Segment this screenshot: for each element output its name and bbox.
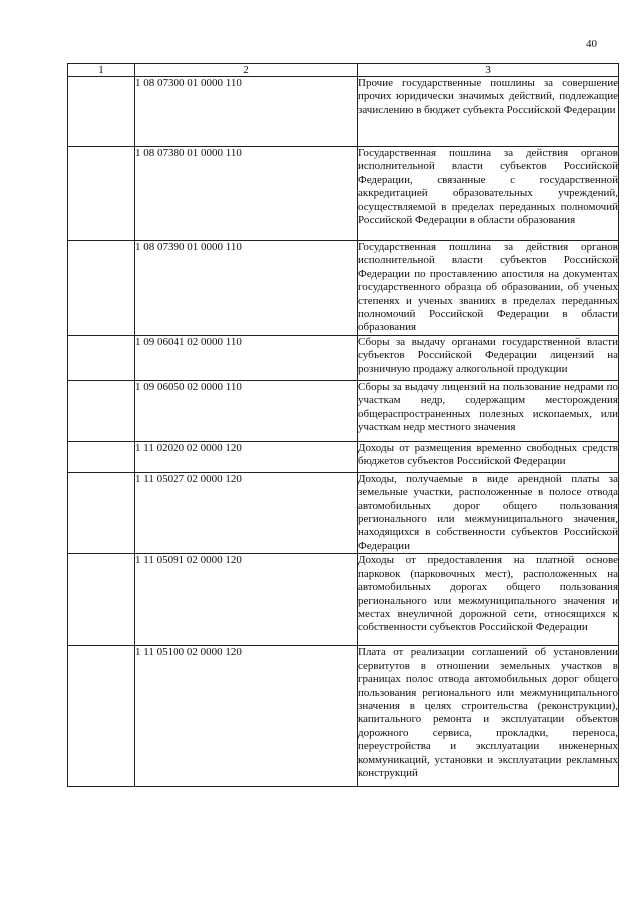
column-header-1: 1 [68, 64, 135, 77]
column-header-2: 2 [135, 64, 358, 77]
row-col1-cell [68, 335, 135, 380]
row-col1-cell [68, 77, 135, 147]
table-row [68, 335, 619, 380]
revenue-description-cell: Доходы, получаемые в виде арендной платы за земельные участки, расположенные в полосе отвода автомобильных дорог общего пользования регионального или межмуниципального значения, находящихся в собственности субъектов Российской Федерации [358, 472, 618, 552]
row-col1-cell [68, 554, 135, 646]
revenue-code-cell: 1 11 05027 02 0000 120 [135, 472, 358, 553]
row-col1-cell [68, 441, 135, 472]
revenue-description-cell: Плата от реализации соглашений об установлении сервитутов в отношении земельных участков в границах полос отвода автомобильных дорог общего пользования регионального или межмуниципального значения в целях строительства (реконструкции), капитального ремонта и эксплуатации объектов дорожного сервиса, прокладки, переноса, переустройства и эксплуатации инженерных коммуникаций, установки и эксплуатации рекламных конструкций [358, 646, 619, 787]
table-row [68, 646, 619, 787]
table-row [68, 380, 619, 441]
column-header-3: 3 [358, 64, 619, 77]
revenue-description-cell: Сборы за выдачу органами государственной власти субъектов Российской Федерации лицензий на розничную продажу алкогольной продукции [358, 335, 619, 380]
revenue-code-cell: 1 11 05091 02 0000 120 [135, 554, 358, 646]
revenue-code-cell: 1 08 07390 01 0000 110 [135, 241, 358, 336]
table-row [68, 472, 619, 553]
header-row [68, 64, 619, 77]
table-row [68, 147, 619, 241]
revenue-code-cell: 1 08 07380 01 0000 110 [135, 147, 358, 241]
revenue-description-cell: Государственная пошлина за действия органов исполнительной власти субъектов Российской Федерации, связанные с государственной аккредитацией образовательных учреждений, осуществляемой в пределах переданных полномочий Российской Федерации в области образования [358, 147, 619, 241]
row-col1-cell [68, 241, 135, 336]
revenue-code-cell: 1 11 05100 02 0000 120 [135, 646, 358, 787]
row-col1-cell [68, 472, 135, 553]
table-header [68, 64, 619, 77]
revenue-description-cell: Сборы за выдачу лицензий на пользование недрами по участкам недр, содержащим месторождения общераспространенных полезных ископаемых, или участкам недр местного значения [358, 380, 619, 441]
row-col1-cell [68, 646, 135, 787]
table-row [68, 241, 619, 336]
revenue-code-cell: 1 08 07300 01 0000 110 [135, 77, 358, 147]
revenue-code-cell: 1 11 02020 02 0000 120 [135, 441, 358, 472]
table-row [68, 554, 619, 646]
revenue-description-cell: Доходы от размещения временно свободных средств бюджетов субъектов Российской Федерации [358, 441, 619, 472]
row-col1-cell [68, 147, 135, 241]
page-number: 40 [586, 38, 597, 50]
revenue-code-cell: 1 09 06041 02 0000 110 [135, 335, 358, 380]
revenue-codes-table [67, 63, 619, 787]
table-row [68, 441, 619, 472]
revenue-code-cell: 1 09 06050 02 0000 110 [135, 380, 358, 441]
revenue-description-cell: Государственная пошлина за действия органов исполнительной власти субъектов Российской Федерации по проставлению апостиля на документах государственного образца об образовании, об ученых степенях и ученых званиях в пределах переданных полномочий Российской Федерации в области образования [358, 241, 618, 334]
table-row [68, 77, 619, 147]
table-body [68, 77, 619, 787]
revenue-description-cell: Прочие государственные пошлины за совершение прочих юридически значимых действий, подлежащие зачислению в бюджет субъекта Российской Федерации [358, 77, 619, 147]
row-col1-cell [68, 380, 135, 441]
revenue-description-cell: Доходы от предоставления на платной основе парковок (парковочных мест), расположенных на автомобильных дорогах общего пользования регионального или межмуниципального значения и местах внеуличной дорожной сети, относящихся к собственности субъектов Российской Федерации [358, 554, 619, 646]
